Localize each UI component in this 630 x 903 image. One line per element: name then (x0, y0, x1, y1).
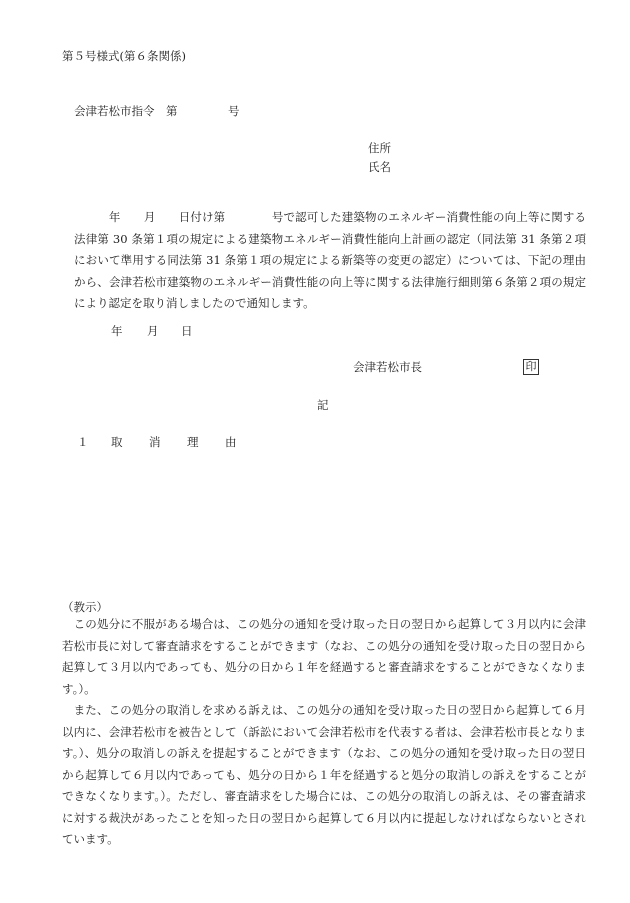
date-month: 月 (147, 324, 159, 338)
directive-label: 会津若松市指令 (74, 104, 155, 118)
address-label: 住所 (368, 141, 391, 155)
body-paragraph: 年 月 日付け第 号で認可した建築物のエネルギー消費性能の向上等に関する法律第 30 条第１項の規定による建築物エネルギー消費性能向上計画の認定（同法第 31 条第２項において準用する同法第 31 条第１項の規定による新築等の変更の認定）については、下記の理由から、会津若松市建築物のエネルギー消費性能の向上等に関する法律施行細則第６条第２項の規定により認定を取り消しましたので通知します。 (74, 210, 586, 310)
reason-number: １ (77, 435, 89, 449)
reason-char-3: 理 (187, 435, 199, 449)
seal-box: 印 (523, 359, 539, 375)
form-number: 第５号様式(第６条関係) (62, 49, 186, 63)
reason-char-1: 取 (111, 435, 123, 449)
directive-go: 号 (228, 104, 240, 118)
date-day: 日 (181, 324, 193, 338)
name-label: 氏名 (368, 160, 391, 174)
date-year: 年 (111, 324, 123, 338)
directive-dai: 第 (166, 104, 178, 118)
notice-paragraph-1: この処分に不服がある場合は、この処分の通知を受け取った日の翌日から起算して３月以内に会津若松市長に対して審査請求をすることができます（なお、この処分の通知を受け取った日の翌日から起算して３月以内であっても、処分の日から１年を経過すると審査請求をすることができなくなります。）。 (62, 617, 586, 696)
ki-heading: 記 (317, 398, 329, 412)
notice-title: （教示） (62, 600, 108, 614)
reason-char-4: 由 (225, 435, 237, 449)
reason-char-2: 消 (149, 435, 161, 449)
issuer-title: 会津若松市長 (353, 360, 422, 374)
notice-paragraph-2: また、この処分の取消しを求める訴えは、この処分の通知を受け取った日の翌日から起算して６月以内に、会津若松市を被告として（訴訟において会津若松市を代表する者は、会津若松市長となります。）、処分の取消しの訴えを提起することができます（なお、この処分の通知を受け取った日の翌日から起算して６月以内であっても、処分の日から１年を経過すると処分の取消しの訴えをすることができなくなります。）。ただし、審査請求をした場合には、この処分の取消しの訴えは、その審査請求に対する裁決があったことを知った日の翌日から起算して６月以内に提起しなければならないとされています。 (62, 703, 586, 846)
